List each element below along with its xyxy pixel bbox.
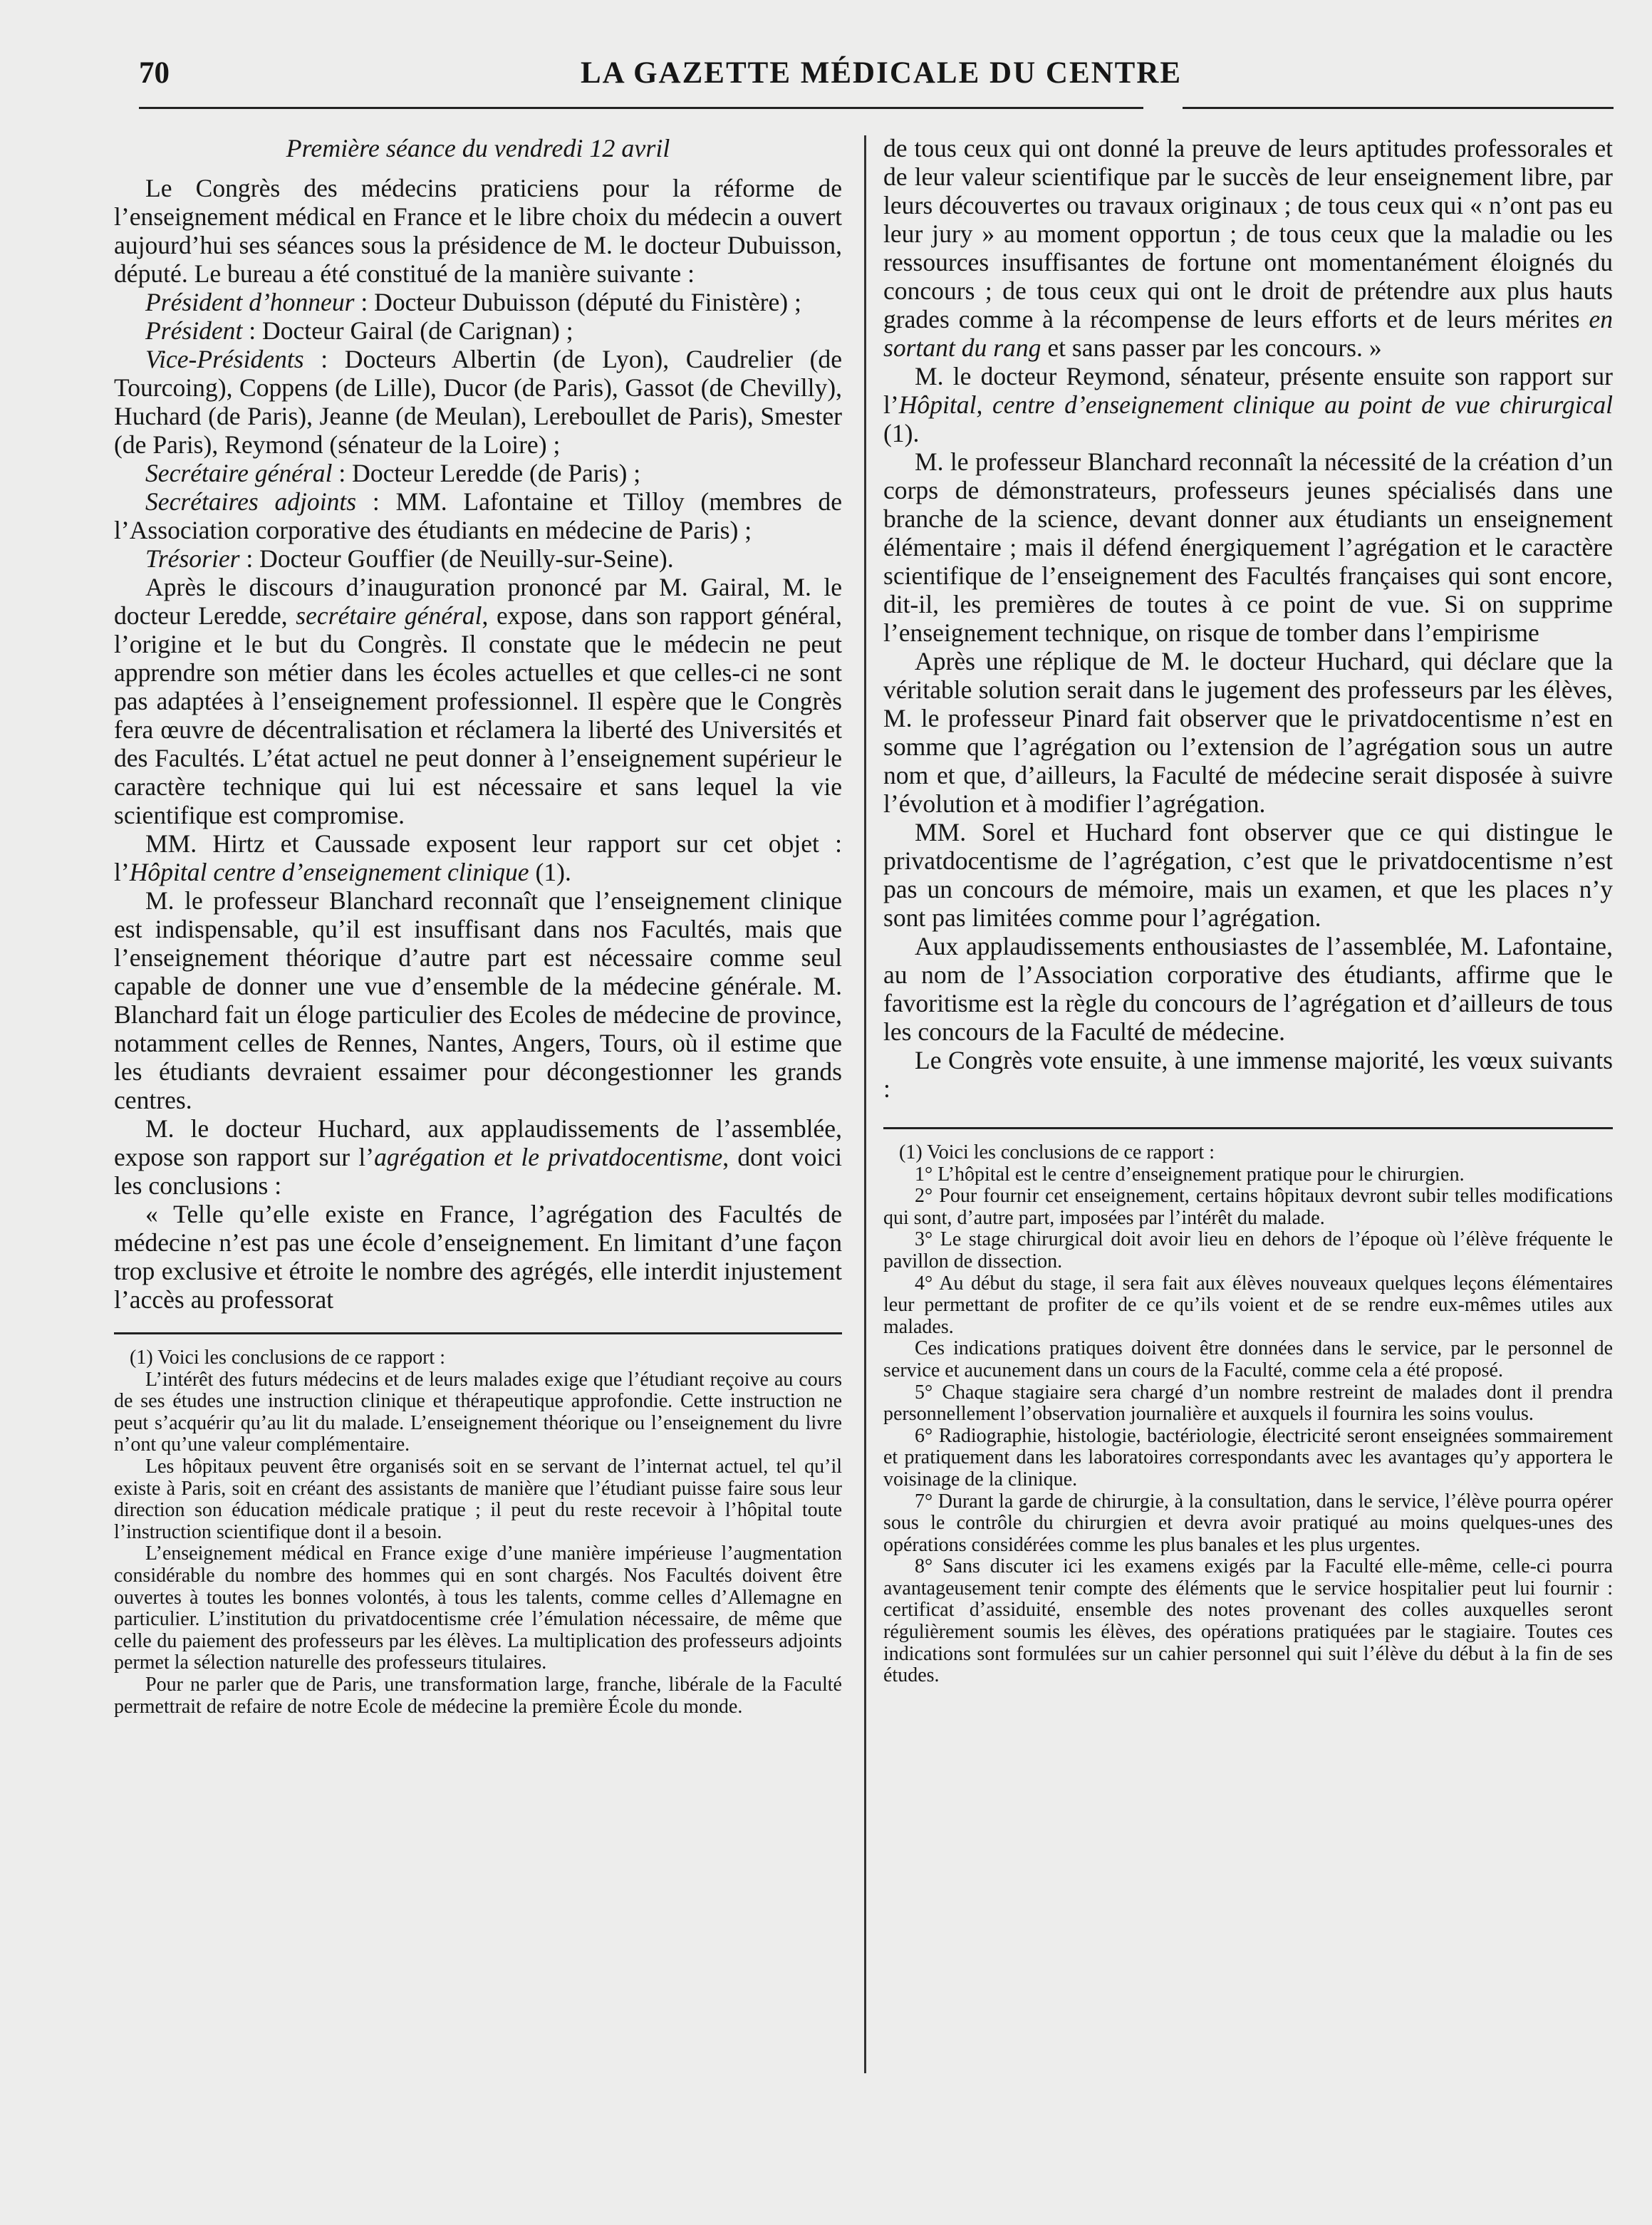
page-number: 70 <box>139 56 170 90</box>
bureau-role: Secrétaire général <box>145 459 333 487</box>
footnote-rule <box>883 1127 1613 1129</box>
bureau-line-honorary-president <box>114 288 842 316</box>
left-footnotes <box>114 1347 842 1718</box>
text-run: de tous ceux qui ont donné la preuve de leurs aptitudes professorales et de leur valeur scientifique par le succès de leur enseignement libre, par leurs découvertes ou travaux originaux ; de tous ceux qui « n’ont pas eu leur jury » au moment opportun ; de tous ceux que la maladie ou les ressources insuffisantes de fortune ont momentanément éloignés du concours ; de tous ceux qui ont le droit de prétendre aux plus hauts grades comme à la récompense de leurs efforts et de leurs mérites <box>883 134 1613 333</box>
text-run: , dont voici les conclusions : <box>114 1143 842 1200</box>
journal-title: LA GAZETTE MÉDICALE DU CENTRE <box>581 56 1183 90</box>
sorel-paragraph: MM. Sorel et Huchard font observer que ce qui distingue le privatdocentisme de l’agrégation, c’est que le privatdocentisme n’est pas un concours de mémoire, mais un examen, et que les places n’y sont pas limitées comme pour l’agrégation. <box>883 818 1613 932</box>
footnote-paragraph: L’enseignement médical en France exige d’une manière impérieuse l’augmentation considérable du nombre des hommes qui en sont chargés. Nos Facultés doivent être ouvertes à toutes les bonnes volontés, à tous les talents, comme celles d’Allemagne en particulier. L’institution du privatdocentisme crée l’émulation nécessaire, de même que celle du paiement des professeurs par les élèves. La multiplication des professeurs adjoints permet la sélection naturelle des professeurs titulaires. <box>114 1542 842 1674</box>
pinard-paragraph: Après une réplique de M. le docteur Huchard, qui déclare que la véritable solution serait dans le jugement des professeurs par les élèves, M. le professeur Pinard fait observer que le privatdocentisme n’est en somme que l’agrégation ou l’extension de l’agrégation sous un autre nom et que, d’ailleurs, la Faculté de médecine serait disposée à suivre l’évolution et à modifier l’agrégation. <box>883 647 1613 818</box>
bureau-role: Président d’honneur <box>145 288 355 316</box>
intro-paragraph: Le Congrès des médecins praticiens pour la réforme de l’enseignement médical en France et le libre choix du médecin a ouvert aujourd’hui ses séances sous la présidence de M. le docteur Dubuisson, député. Le bureau a été constitué de la manière suivante : <box>114 174 842 288</box>
italic-run: agrégation et le privatdocentisme <box>374 1143 723 1171</box>
bureau-role: Trésorier <box>145 544 240 573</box>
vote-paragraph: Le Congrès vote ensuite, à une immense majorité, les vœux suivants : <box>883 1046 1613 1103</box>
footnote-paragraph: 3° Le stage chirurgical doit avoir lieu en dehors de l’époque où l’élève fréquente le pavillon de dissection. <box>883 1228 1613 1272</box>
bureau-role: Président <box>145 316 243 345</box>
footnote-paragraph: L’intérêt des futurs médecins et de leurs malades exige que l’étudiant reçoive au cours de ses études une instruction clinique et thérapeutique approfondie. Cette instruction ne peut s’acquérir qu’au lit du malade. L’enseignement théorique ou l’enseignement du livre n’ont qu’une valeur complémentaire. <box>114 1368 842 1456</box>
text-run: (1). <box>529 858 571 886</box>
text-run: (1). <box>883 419 920 447</box>
footnote-paragraph: 8° Sans discuter ici les examens exigés par la Faculté elle-même, celle-ci pourra avantageusement tenir compte des éléments que le service hospitalier peut lui fournir : certificat d’assiduité, ensemble des notes provenant des colles auxquelles seront régulièrement soumis les élèves, des opérations pratiquées par le stagiaire. Toutes ces indications sont formulées sur un cahier personnel qui suit l’élève du début à la fin de ses études. <box>883 1555 1613 1687</box>
lafontaine-paragraph: Aux applaudissements enthousiastes de l’assemblée, M. Lafontaine, au nom de l’Association corporative des étudiants, affirme que le favoritisme est la règle du concours de l’agrégation et d’ailleurs de tous les concours de la Faculté de médecine. <box>883 932 1613 1046</box>
right-column-body <box>883 134 1613 1103</box>
right-column <box>883 134 1613 1687</box>
bureau-line-president <box>114 316 842 345</box>
footnote-paragraph: 1° L’hôpital est le centre d’enseignement pratique pour le chirurgien. <box>915 1163 1465 1186</box>
bureau-text: : Docteur Leredde (de Paris) ; <box>332 459 641 487</box>
italic-run: Hôpital centre d’enseignement clinique <box>129 858 529 886</box>
right-footnotes <box>883 1142 1613 1687</box>
bureau-role: Vice-Présidents <box>145 345 304 373</box>
text-run: M. le docteur Reymond, sénateur, présente ensuite son rapport sur l’ <box>883 362 1613 419</box>
text-run: , expose, dans son rapport général, l’origine et le but du Congrès. Il constate que le médecin ne peut apprendre son métier dans les écoles actuelles et que celles-ci ne sont pas adaptées à l’enseignement professionnel. Il espère que le Congrès fera œuvre de décentralisation et réclamera la liberté des Universités et des Facultés. L’état actuel ne peut donner à l’enseignement supérieur le caractère technique qui lui est nécessaire et sans lequel la vie scientifique est compromise. <box>114 601 843 829</box>
hirtz-paragraph <box>114 829 842 886</box>
huchard-paragraph <box>114 1114 842 1200</box>
footnote-heading: (1) Voici les conclusions de ce rapport : <box>899 1141 1215 1163</box>
italic-run: en sortant du rang <box>883 305 1613 362</box>
italic-run: Hôpital, centre d’enseignement clinique au point de vue chirurgical <box>898 390 1613 419</box>
left-column-body <box>114 134 842 1314</box>
continuation-paragraph <box>883 134 1613 362</box>
session-subtitle: Première séance du vendredi 12 avril <box>286 134 670 162</box>
bureau-text: : MM. Lafontaine et Tilloy (membres de l’Association corporative des étudiants en médecine de Paris) ; <box>114 487 842 544</box>
text-run: MM. Hirtz et Caussade exposent leur rapport sur cet objet : l’ <box>114 829 842 886</box>
footnote-paragraph: Ces indications pratiques doivent être données dans le service, par le personnel de service et aucunement dans un cours de la Faculté, comme cela a été proposé. <box>883 1337 1613 1381</box>
leredde-paragraph <box>114 573 842 829</box>
reymond-paragraph <box>883 362 1613 447</box>
header-rule <box>139 107 1143 109</box>
bureau-line-vice-presidents <box>114 345 842 459</box>
italic-run: secrétaire général <box>296 601 482 630</box>
bureau-text: : Docteurs Albertin (de Lyon), Caudrelier (de Tourcoing), Coppens (de Lille), Ducor (de Paris), Gassot (de Chevilly), Huchard (de Paris), Jeanne (de Meulan), Lereboullet de Paris), Smester (de Paris), Reymond (sénateur de la Loire) ; <box>114 345 842 459</box>
column-divider <box>864 135 866 2073</box>
bureau-role: Secrétaires adjoints <box>145 487 357 516</box>
bureau-line-treasurer <box>114 544 842 573</box>
footnote-paragraph: Pour ne parler que de Paris, une transformation large, franche, libérale de la Faculté permettrait de refaire de notre Ecole de médecine la première École du monde. <box>114 1673 842 1718</box>
footnote-paragraph: 6° Radiographie, histologie, bactériologie, électricité seront enseignées sommairement et pratiquement dans les laboratoires correspondants avec les avantages qu’y apportera le voisinage de la clinique. <box>883 1424 1613 1490</box>
text-run: Après le discours d’inauguration prononcé par M. Gairal, M. le docteur Leredde, <box>114 573 842 630</box>
page-header <box>139 56 1539 98</box>
blanchard-paragraph: M. le professeur Blanchard reconnaît que l’enseignement clinique est indispensable, qu’il est insuffisant dans nos Facultés, mais que l’enseignement théorique d’autre part est nécessaire comme seul capable de donner une vue d’ensemble de la médecine générale. M. Blanchard fait un éloge particulier des Ecoles de médecine de province, notamment celles de Rennes, Nantes, Angers, Tours, où il estime que les étudiants devraient essaimer pour décongestionner les grands centres. <box>114 886 842 1114</box>
footnote-paragraph: 2° Pour fournir cet enseignement, certains hôpitaux devront subir telles modifications qui sont, d’autre part, imposées par l’intérêt du malade. <box>883 1185 1613 1229</box>
footnote-paragraph: 4° Au début du stage, il sera fait aux élèves nouveaux quelques leçons élémentaires leur permettant de profiter de ce qu’ils voient et de se rendre eux-mêmes utiles aux malades. <box>883 1272 1613 1338</box>
left-column <box>114 134 842 1718</box>
bureau-text: : Docteur Dubuisson (député du Finistère) ; <box>354 288 801 316</box>
footnote-paragraph: 7° Durant la garde de chirurgie, à la consultation, dans le service, l’élève pourra opérer sous le contrôle du chirurgien et devra avoir pratiqué au moins quelques-unes des opérations considérées comme les plus banales et les plus urgentes. <box>883 1490 1613 1556</box>
bureau-line-secretary-general <box>114 459 842 487</box>
footnote-paragraph: 5° Chaque stagiaire sera chargé d’un nombre restreint de malades dont il prendra personnellement l’observation journalière et auxquels il fournira les soins voulus. <box>883 1381 1613 1426</box>
bureau-text: : Docteur Gouffier (de Neuilly-sur-Seine). <box>239 544 674 573</box>
text-run: M. le docteur Huchard, aux applaudissements de l’assemblée, expose son rapport sur l’ <box>114 1114 842 1171</box>
text-run: et sans passer par les concours. » <box>1041 333 1382 362</box>
bureau-line-assistant-secretaries <box>114 487 842 544</box>
header-rule-right <box>1183 107 1614 109</box>
footnote-paragraph: Les hôpitaux peuvent être organisés soit en se servant de l’internat actuel, tel qu’il existe à Paris, soit en créant des assistants de manière que l’étudiant puisse faire sous leur direction son éducation médicale pratique ; il peut du reste recevoir à l’hôpital toute l’instruction scientifique dont il a besoin. <box>114 1455 842 1543</box>
footnote-rule <box>114 1332 842 1334</box>
quote-paragraph: « Telle qu’elle existe en France, l’agrégation des Facultés de médecine n’est pas une école d’enseignement. En limitant d’une façon trop exclusive et étroite le nombre des agrégés, elle interdit injustement l’accès au professorat <box>114 1200 842 1314</box>
bureau-text: : Docteur Gairal (de Carignan) ; <box>242 316 573 345</box>
blanchard-reply-paragraph: M. le professeur Blanchard reconnaît la nécessité de la création d’un corps de démonstrateurs, professeurs jeunes spécialisés dans une branche de la science, devant donner aux étudiants un enseignement élémentaire ; mais il défend énergiquement l’agrégation et le caractère scientifique de l’enseignement des Facultés françaises qui sont encore, dit-il, les premières de toutes à ce point de vue. Si on supprime l’enseignement technique, on risque de tomber dans l’empirisme <box>883 447 1613 647</box>
footnote-heading: (1) Voici les conclusions de ce rapport : <box>130 1347 445 1369</box>
